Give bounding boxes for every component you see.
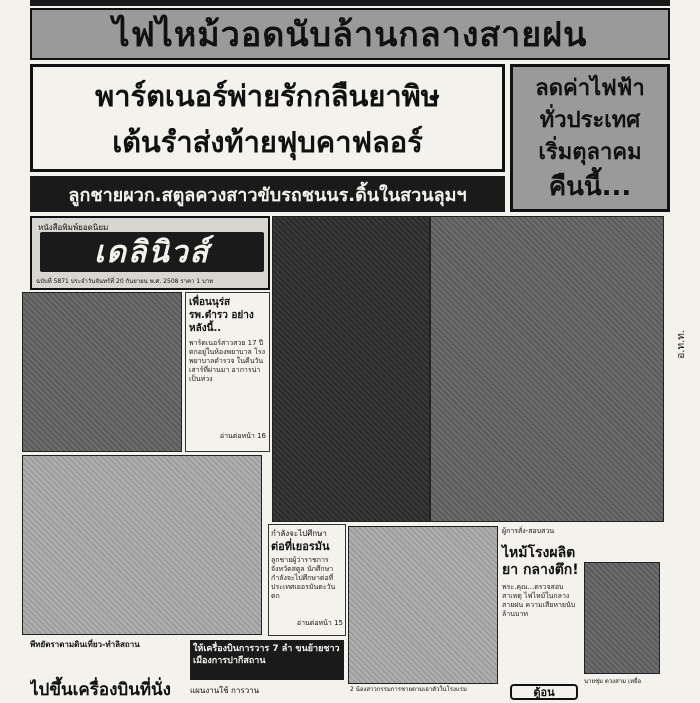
side-story — [185, 292, 270, 452]
fire-story-title: ไหม้โรงผลิตยา กลางตึก! — [502, 545, 579, 578]
side-headline-line2: ทั่วประเทศ — [539, 108, 641, 133]
aid-flights-footer: แผนงานใช้ การวาน — [190, 686, 260, 695]
fire-story-kicker: ผู้การสั่ง-สอบสวน — [502, 527, 555, 535]
masthead — [30, 216, 270, 290]
germany-story-title: ต่อที่เยอรมัน — [271, 540, 330, 553]
side-story-title: เพื่อนนุร่ส รพ.ตำรว อย่างหลังนี้.. — [189, 297, 254, 334]
plane-footer: ไปขึ้นเครื่องบินที่นั่ง — [30, 680, 171, 700]
rescue-photo-left — [272, 216, 430, 522]
top-headline-box — [30, 8, 670, 60]
fire-story — [500, 524, 582, 684]
side-story-body: พาร์ตเนอร์สาวสวย 17 ปี ตกอยู่ในห้องพยาบาล โรงพยาบาลตำรวจ ในคืนวันเสาร์ที่ผ่านมา อาการน่าเป็นห่วง — [189, 339, 266, 383]
aid-flights-text: ให้เครื่องบินการวาร 7 ลำ ขนย้ายชาวเมืองการปากีสถาน — [193, 644, 340, 666]
top-headline: ไฟไหม้วอดนับล้านกลางสายฝน — [112, 15, 588, 55]
evacuees-photo — [22, 292, 182, 452]
bottom-right-label: ตู้อน — [533, 686, 555, 699]
masthead-dateline: ฉบับที่ 5871 ประจำวันจันทร์ที่ 20 กันยายน พ.ศ. 2508 ราคา 1 บาท — [36, 278, 214, 285]
side-headline-line1: ลดค่าไฟฟ้า — [535, 76, 645, 101]
main-headline-line1: พาร์ตเนอร์พ่ายรักกลืนยาพิษ — [95, 79, 440, 113]
fire-story-body: พระ.คุณ...ตรวจสอบสาเหตุ ไฟไหม้ในกลางสายฝน ความเสียหายนับล้านบาท — [502, 583, 576, 618]
plane-photo — [22, 455, 262, 635]
germany-story-footer: อ่านต่อหน้า 15 — [296, 619, 343, 627]
germany-story-body: ลูกชายผู้ว่าราชการ จังหวัดสตูล นักศึกษากำลังจะไปศึกษาต่อที่ประเทศเยอรมันตะวันตก — [271, 556, 336, 600]
top-rule — [30, 0, 670, 6]
side-headline-box — [510, 64, 670, 212]
victim-caption: นายชุ่ม ตวงสาม เหยื่อ — [584, 678, 642, 685]
side-story-footer: อ่านต่อหน้า 16 — [219, 432, 266, 440]
side-headline-line3: เริ่มตุลาคม — [538, 140, 642, 165]
germany-story-kicker: กำลังจะไปศึกษา — [271, 529, 327, 538]
rescue-photo-right — [430, 216, 664, 522]
aid-flights-box — [190, 640, 344, 680]
bottom-right-label-box — [510, 684, 578, 700]
masthead-tagline: หนังสือพิมพ์ยอดนิยม — [38, 223, 109, 232]
main-headline-box — [30, 64, 505, 172]
sub-headline-bar — [30, 176, 505, 212]
masthead-logo — [40, 232, 264, 272]
office-photo — [348, 526, 498, 684]
side-headline-line4: คืนนี้... — [548, 172, 632, 202]
masthead-name: เดลินิวส์ — [94, 234, 210, 270]
plane-caption: พีทยัตราตามดินเที่ยว-ทำลิสถาน — [30, 640, 140, 649]
sub-headline: ลูกชายผวก.สตูลควงสาวขับรถชนนร.ดิ้นในสวนลุมฯ — [68, 184, 467, 206]
victim-portrait — [584, 562, 660, 674]
main-headline-line2: เต้นรำส่งท้ายฟุบคาฟลอร์ — [112, 125, 423, 159]
vertical-credit: อ.ท.ท. — [676, 330, 687, 359]
office-photo-caption: 2 น้องสาวกรรมการชายตามเอาตัวในโรงแรม — [350, 686, 467, 693]
germany-story — [268, 524, 346, 636]
